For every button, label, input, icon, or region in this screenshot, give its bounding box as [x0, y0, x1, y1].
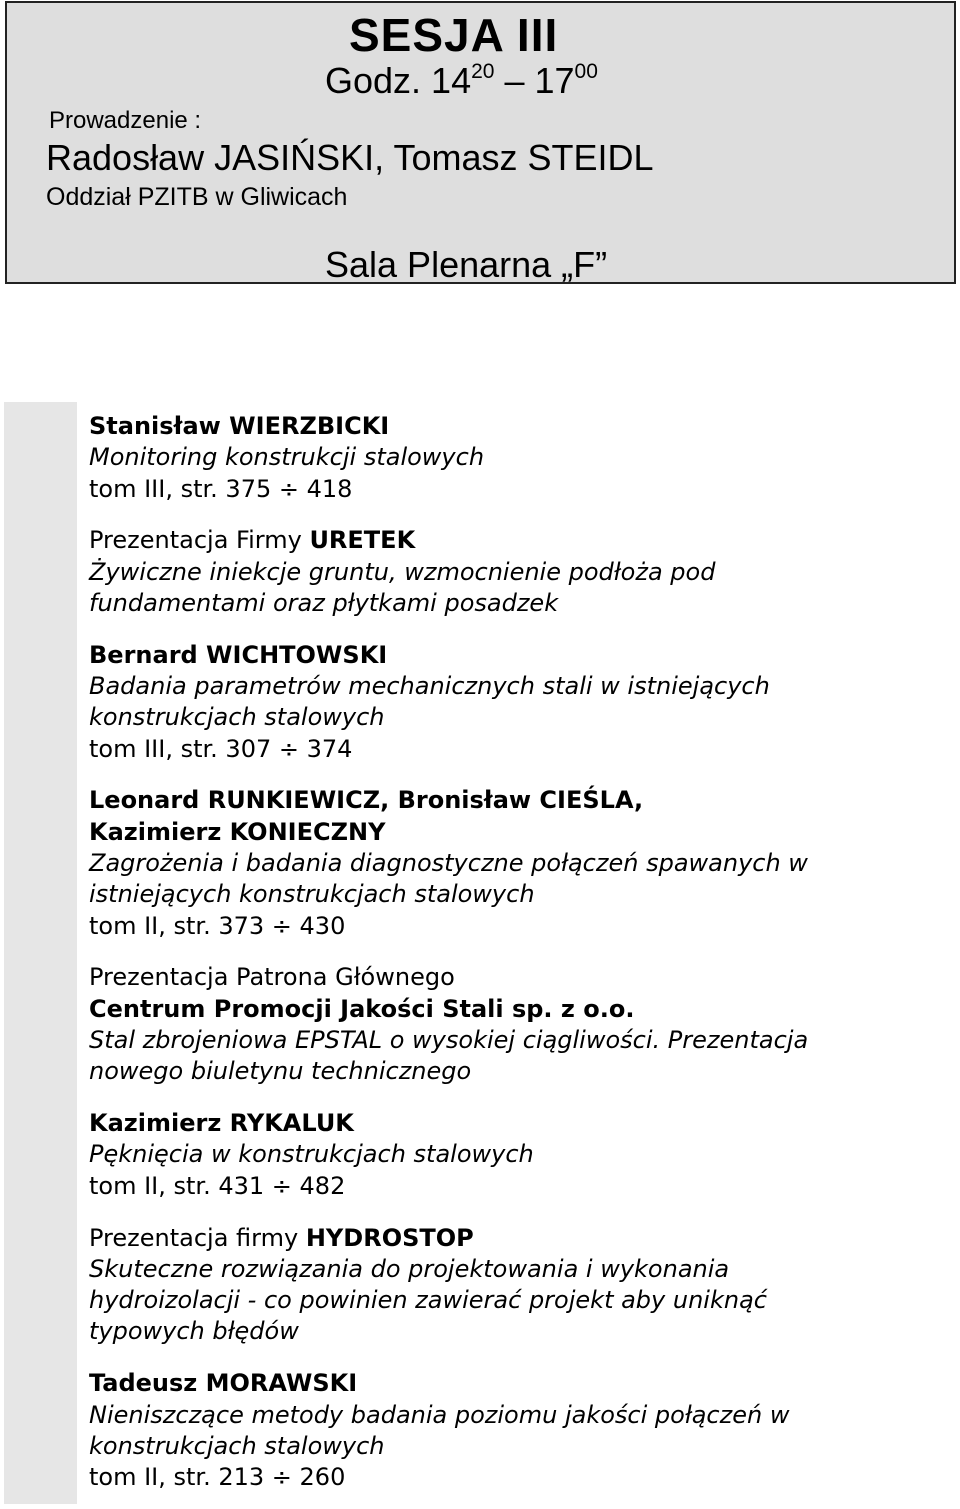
- presenter-prefix: Prezentacja Firmy: [89, 526, 310, 555]
- branch-name: Oddział PZITB w Gliwicach: [46, 183, 348, 211]
- session-program: [89, 411, 949, 1493]
- entry-reference: tom II, str. 373 ÷ 430: [89, 911, 346, 940]
- entry-title-line: hydroizolacji - co powinien zawierać projekt aby uniknąć: [89, 1286, 767, 1315]
- entry-author: Kazimierz RYKALUK: [89, 1109, 354, 1138]
- entry-title-line: istniejących konstrukcjach stalowych: [89, 880, 535, 909]
- program-entry: [89, 411, 949, 505]
- entry-title-line: konstrukcjach stalowych: [89, 703, 385, 732]
- program-entry: [89, 525, 949, 619]
- time-start-minutes: 20: [471, 60, 495, 83]
- entry-presenter: [89, 1223, 949, 1254]
- program-entry: [89, 1223, 949, 1348]
- entry-title-line: nowego biuletynu technicznego: [89, 1057, 472, 1086]
- entry-title-line: typowych błędów: [89, 1317, 299, 1346]
- presenter-name: HYDROSTOP: [305, 1223, 474, 1252]
- entry-title-line: Żywiczne iniekcje gruntu, wzmocnienie podłoża pod: [89, 557, 716, 586]
- entry-title-line: Zagrożenia i badania diagnostyczne połączeń spawanych w: [89, 849, 808, 878]
- entry-presenter: [89, 525, 949, 556]
- entry-reference: tom II, str. 213 ÷ 260: [89, 1463, 346, 1492]
- program-entry: [89, 1368, 949, 1493]
- presenter-label: Prezentacja Patrona Głównego: [89, 963, 455, 992]
- program-entry: [89, 1108, 949, 1202]
- entry-author-line: Kazimierz KONIECZNY: [89, 817, 386, 846]
- room-name: Sala Plenarna „F”: [325, 244, 608, 285]
- entry-reference: tom III, str. 375 ÷ 418: [89, 474, 353, 503]
- entry-title-line: fundamentami oraz płytkami posadzek: [89, 588, 559, 617]
- presenter-prefix: Prezentacja firmy: [89, 1223, 306, 1252]
- time-dash: – 17: [494, 60, 575, 101]
- entry-title-line: Nieniszczące metody badania poziomu jakości połączeń w: [89, 1400, 790, 1429]
- sidebar-bar: [4, 402, 77, 1504]
- entry-title-line: konstrukcjach stalowych: [89, 1431, 385, 1460]
- entry-title: Pęknięcia w konstrukcjach stalowych: [89, 1140, 534, 1169]
- time-prefix: Godz. 14: [325, 60, 472, 101]
- entry-author-line: Leonard RUNKIEWICZ, Bronisław CIEŚLA,: [89, 786, 644, 815]
- program-entry: [89, 640, 949, 765]
- session-header: [5, 1, 956, 284]
- presenter-name: Centrum Promocji Jakości Stali sp. z o.o.: [89, 994, 635, 1023]
- chair-names: Radosław JASIŃSKI, Tomasz STEIDL: [46, 137, 654, 178]
- entry-reference: tom III, str. 307 ÷ 374: [89, 734, 353, 763]
- entry-author: Bernard WICHTOWSKI: [89, 640, 388, 669]
- entry-author: Tadeusz MORAWSKI: [89, 1369, 358, 1398]
- presenter-name: URETEK: [309, 526, 416, 555]
- session-title: SESJA III: [349, 9, 559, 61]
- entry-title-line: Stal zbrojeniowa EPSTAL o wysokiej ciągliwości. Prezentacja: [89, 1026, 809, 1055]
- entry-author: Stanisław WIERZBICKI: [89, 412, 390, 440]
- time-end-minutes: 00: [574, 60, 598, 83]
- entry-title: Monitoring konstrukcji stalowych: [89, 443, 485, 472]
- program-entry: [89, 962, 949, 1087]
- program-entry: [89, 785, 949, 941]
- entry-title-line: Skuteczne rozwiązania do projektowania i wykonania: [89, 1254, 730, 1283]
- chair-label: Prowadzenie :: [49, 107, 202, 134]
- entry-title-line: Badania parametrów mechanicznych stali w istniejących: [89, 672, 770, 701]
- session-time: [325, 59, 598, 103]
- entry-reference: tom II, str. 431 ÷ 482: [89, 1171, 346, 1200]
